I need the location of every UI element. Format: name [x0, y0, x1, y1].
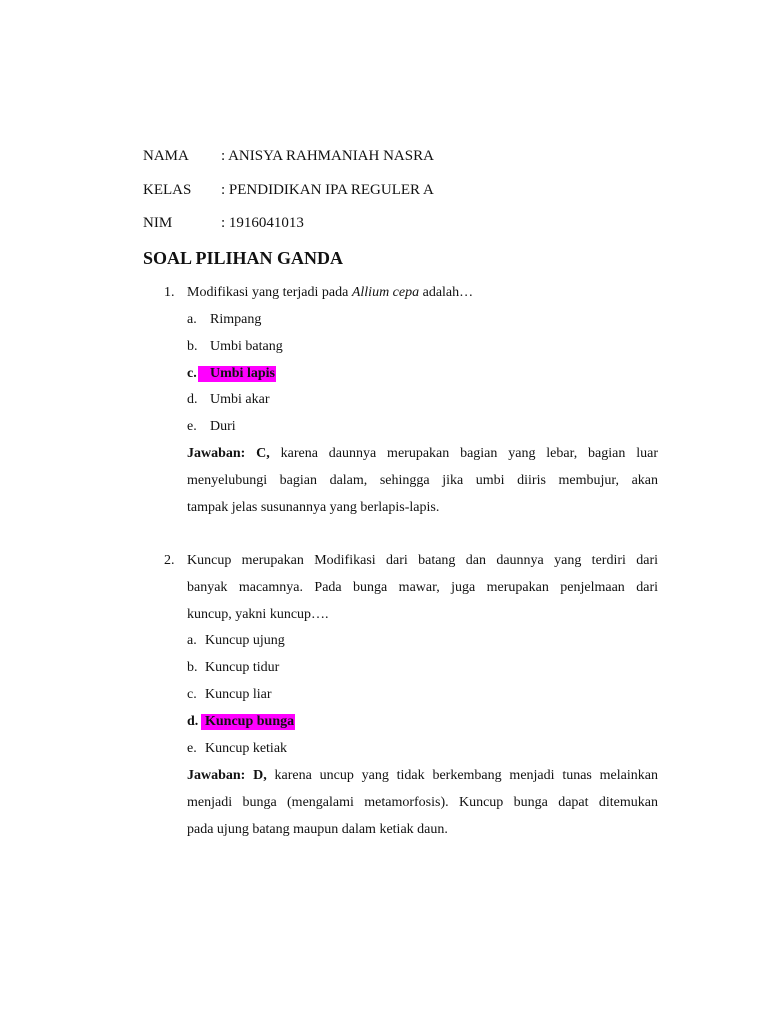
question-stem [187, 284, 658, 302]
answer-text: karena uncup yang tidak berkembang menjadi tunas melainkan [266, 768, 658, 783]
answer-text: karena daunnya merupakan bagian yang lebar, bagian luar [269, 446, 658, 461]
stem-scientific-name: Allium cepa [351, 285, 420, 300]
answer-lead: Jawaban: D, [187, 768, 267, 783]
answer-lead: Jawaban: C, [187, 446, 270, 461]
option-letter: c. [187, 366, 197, 381]
option-letter: c. [187, 687, 197, 702]
question-stem-line: banyak macamnya. Pada bunga mawar, juga merupakan penjelmaan dari [187, 580, 658, 595]
option-text: Umbi akar [210, 392, 270, 407]
option-c-correct [187, 365, 276, 383]
identity-value: : ANISYA RAHMANIAH NASRA [221, 148, 434, 164]
identity-key: NAMA [143, 148, 189, 164]
question-stem-line: Kuncup merupakan Modifikasi dari batang dan daunnya yang terdiri dari [187, 553, 658, 568]
option-d [187, 391, 269, 409]
answer-line [187, 445, 658, 463]
option-letter: d. [187, 714, 199, 729]
answer-line: menjadi bunga (mengalami metamorfosis). Kuncup bunga dapat ditemukan [187, 795, 658, 810]
section-title: SOAL PILIHAN GANDA [143, 248, 344, 268]
identity-key: KELAS [143, 182, 192, 198]
answer-line: pada ujung batang maupun dalam ketiak daun. [187, 822, 448, 837]
option-text-highlighted: Kuncup bunga [201, 714, 295, 730]
option-e [187, 740, 287, 758]
question-stem-line: kuncup, yakni kuncup…. [187, 607, 329, 622]
question-number: 2. [164, 553, 175, 568]
option-text-highlighted: Umbi lapis [198, 366, 276, 382]
answer-line: menyelubungi bagian dalam, sehingga jika umbi diiris membujur, akan [187, 473, 658, 488]
option-text: Rimpang [210, 312, 262, 327]
option-letter: e. [187, 741, 197, 756]
option-text: Umbi batang [210, 339, 283, 354]
option-b [187, 659, 279, 677]
option-a [187, 632, 285, 650]
option-d-correct [187, 713, 295, 731]
answer-line: tampak jelas susunannya yang berlapis-lapis. [187, 500, 440, 515]
option-e [187, 418, 236, 436]
answer-line [187, 767, 658, 785]
option-letter: a. [187, 312, 197, 327]
option-c [187, 686, 271, 704]
stem-text: Modifikasi yang terjadi pada [187, 285, 352, 300]
identity-value: : 1916041013 [221, 215, 304, 231]
option-a [187, 311, 261, 329]
option-letter: a. [187, 633, 197, 648]
identity-value: : PENDIDIKAN IPA REGULER A [221, 182, 434, 198]
option-text: Kuncup ujung [205, 633, 285, 648]
option-text: Kuncup ketiak [205, 741, 288, 756]
option-b [187, 338, 283, 356]
option-letter: d. [187, 392, 198, 407]
option-text: Kuncup tidur [205, 660, 280, 675]
question-number: 1. [164, 285, 175, 300]
identity-key: NIM [143, 215, 173, 231]
option-text: Kuncup liar [205, 687, 272, 702]
option-text: Duri [210, 419, 236, 434]
option-letter: b. [187, 660, 198, 675]
option-letter: e. [187, 419, 197, 434]
option-letter: b. [187, 339, 198, 354]
stem-text: adalah… [419, 285, 474, 300]
